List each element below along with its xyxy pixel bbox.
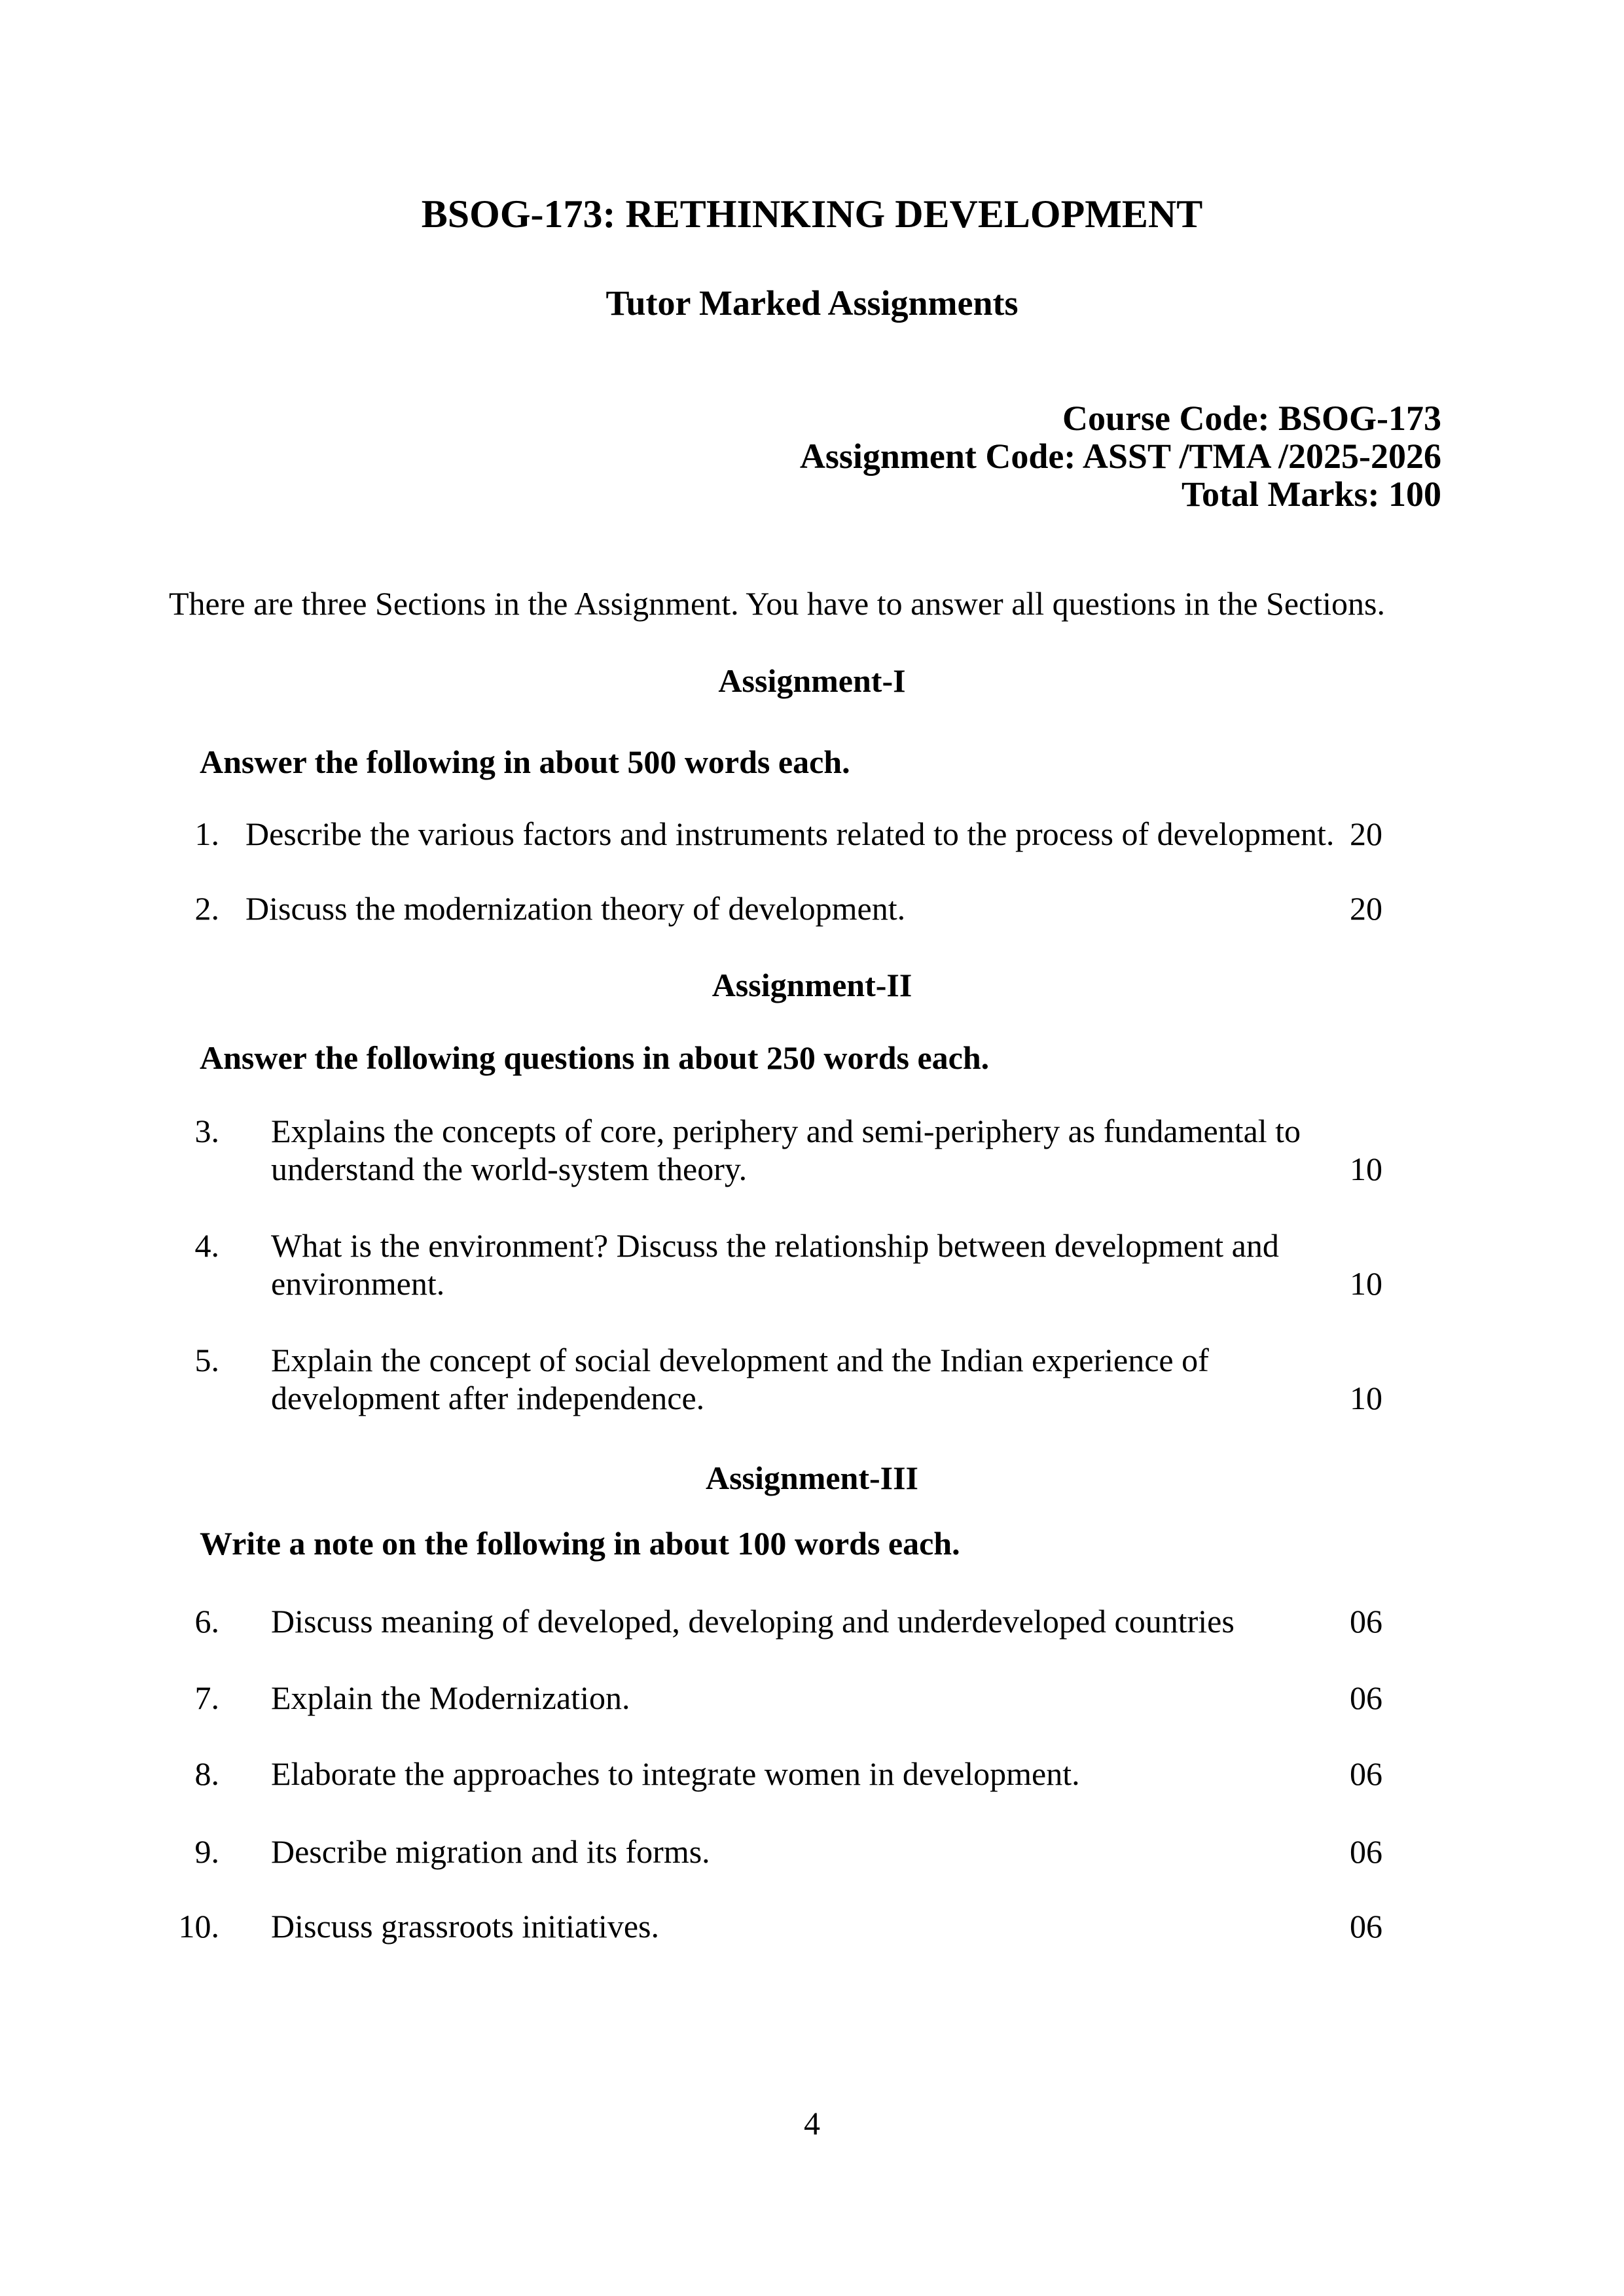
question-marks: 06 bbox=[1350, 1603, 1382, 1640]
question-row bbox=[0, 1755, 1624, 1793]
question-row bbox=[0, 1227, 1624, 1302]
question-number: 5. bbox=[194, 1342, 219, 1378]
question-text: Describe the various factors and instruments related to the process of development. bbox=[245, 816, 1335, 852]
question-row bbox=[0, 1112, 1624, 1188]
question-marks: 20 bbox=[1350, 890, 1382, 927]
question-text: Discuss meaning of developed, developing and underdeveloped countries bbox=[271, 1603, 1235, 1640]
question-number: 7. bbox=[194, 1679, 219, 1716]
question-number: 1. bbox=[194, 816, 219, 852]
section-heading: Assignment-II bbox=[712, 967, 912, 1003]
intro-note: There are three Sections in the Assignment. You have to answer all questions in the Sections. bbox=[169, 585, 1385, 622]
question-text: Explain the concept of social development and the Indian experience of development after independence. bbox=[271, 1342, 1209, 1416]
section-heading: Assignment-I bbox=[718, 662, 906, 699]
question-text: Discuss the modernization theory of development. bbox=[245, 890, 906, 927]
section-heading: Assignment-III bbox=[705, 1460, 919, 1496]
question-text: Elaborate the approaches to integrate women in development. bbox=[271, 1755, 1080, 1792]
question-number: 2. bbox=[194, 890, 219, 927]
question-number: 9. bbox=[194, 1833, 219, 1870]
page-number: 4 bbox=[804, 2105, 820, 2142]
question-text: Explains the concepts of core, periphery and semi-periphery as fundamental to understand the world-system theory. bbox=[271, 1113, 1301, 1187]
question-row bbox=[0, 815, 1624, 853]
question-row bbox=[0, 1907, 1624, 1945]
question-number: 10. bbox=[178, 1908, 219, 1945]
question-text: Discuss grassroots initiatives. bbox=[271, 1908, 660, 1945]
question-row bbox=[0, 1833, 1624, 1871]
question-marks: 06 bbox=[1350, 1833, 1382, 1870]
question-marks: 20 bbox=[1350, 816, 1382, 852]
question-number: 4. bbox=[194, 1227, 219, 1264]
question-marks: 06 bbox=[1350, 1679, 1382, 1716]
section-instruction: Answer the following in about 500 words each. bbox=[200, 744, 850, 780]
question-text: What is the environment? Discuss the relationship between development and environment. bbox=[271, 1227, 1279, 1302]
page-title: BSOG-173: RETHINKING DEVELOPMENT bbox=[421, 192, 1203, 236]
question-marks: 06 bbox=[1350, 1908, 1382, 1945]
question-marks: 06 bbox=[1350, 1755, 1382, 1792]
question-number: 8. bbox=[194, 1755, 219, 1792]
question-row bbox=[0, 889, 1624, 927]
question-number: 3. bbox=[194, 1113, 219, 1149]
question-marks: 10 bbox=[1350, 1151, 1382, 1187]
question-row bbox=[0, 1602, 1624, 1640]
course-meta-block bbox=[800, 399, 1441, 513]
section-instruction: Answer the following questions in about 250 words each. bbox=[200, 1039, 990, 1076]
document-subtitle: Tutor Marked Assignments bbox=[605, 283, 1019, 323]
assignment-code-line: Assignment Code: ASST /TMA /2025-2026 bbox=[799, 437, 1441, 476]
question-marks: 10 bbox=[1350, 1265, 1382, 1302]
question-row bbox=[0, 1679, 1624, 1717]
total-marks-line: Total Marks: 100 bbox=[1181, 475, 1441, 514]
question-text: Describe migration and its forms. bbox=[271, 1833, 710, 1870]
question-number: 6. bbox=[194, 1603, 219, 1640]
section-instruction: Write a note on the following in about 100 words each. bbox=[200, 1525, 960, 1562]
course-code-line: Course Code: BSOG-173 bbox=[1062, 399, 1441, 438]
question-marks: 10 bbox=[1350, 1380, 1382, 1416]
question-row bbox=[0, 1341, 1624, 1417]
question-text: Explain the Modernization. bbox=[271, 1679, 630, 1716]
